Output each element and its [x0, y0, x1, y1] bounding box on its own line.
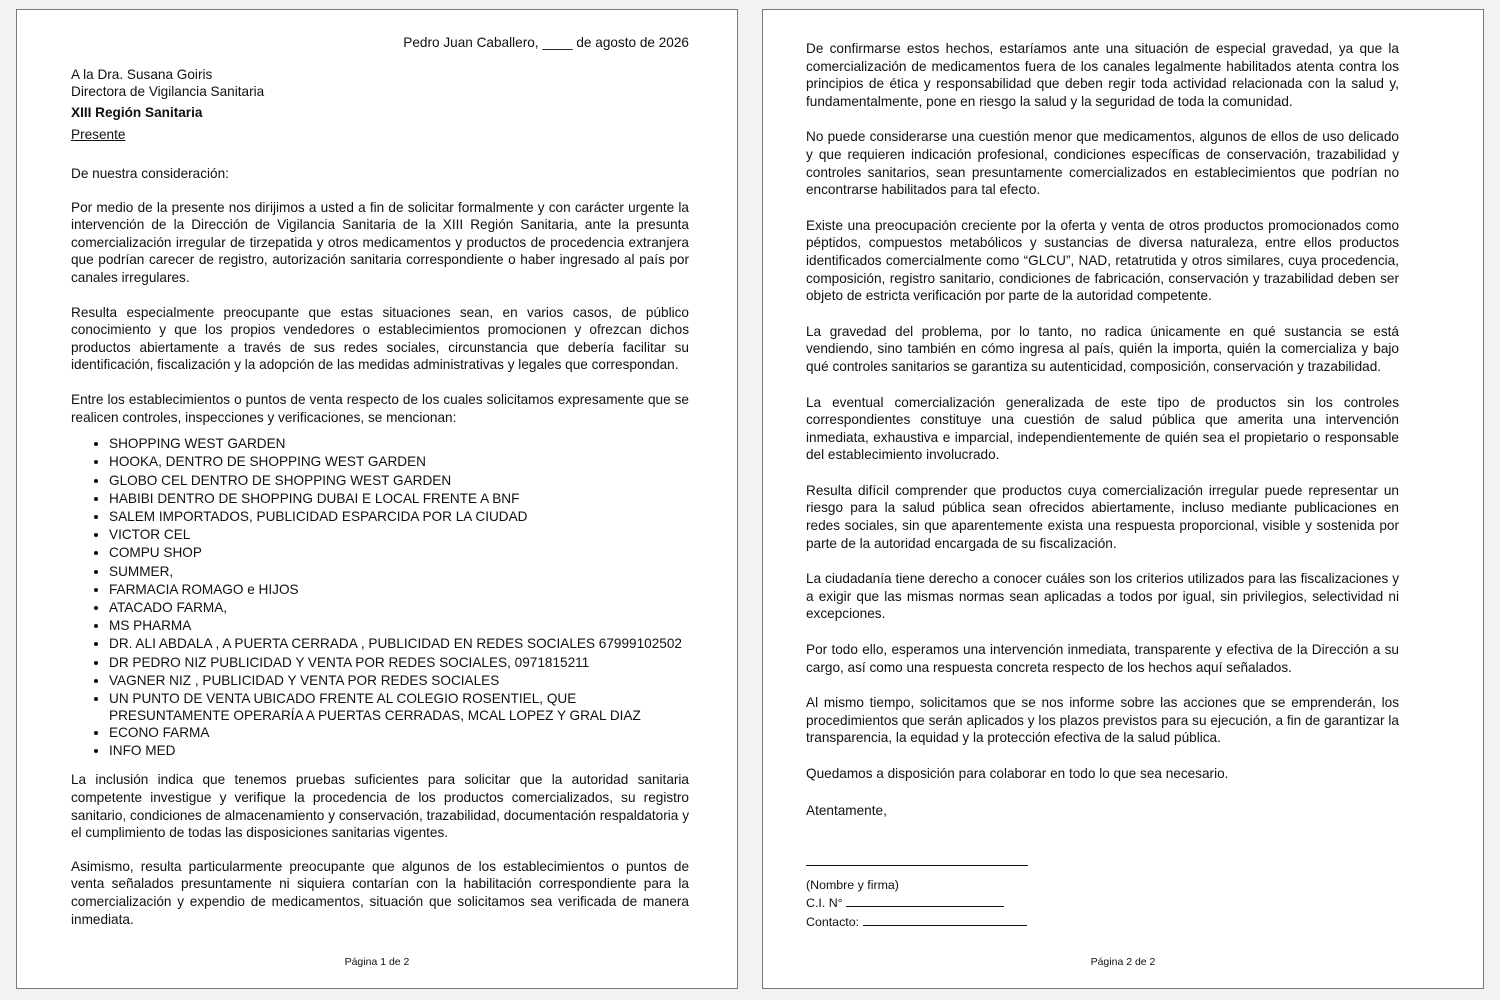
list-item: • DR PEDRO NIZ PUBLICIDAD Y VENTA POR REDES SOCIALES, 0971815211 [109, 654, 689, 672]
ci-label: C.I. N° [806, 896, 843, 911]
contact-blank-line [863, 913, 1027, 926]
paragraph: La gravedad del problema, por lo tanto, no radica únicamente en qué sustancia se está vendiendo, sino también en cómo ingresa al país, quién la importa, quién la comercializa y bajo qué controles sanitarios se garantiza su autenticidad, composición, conservación y trazabilidad. [806, 323, 1399, 374]
ci-blank-line [846, 894, 1004, 907]
list-item: • SALEM IMPORTADOS, PUBLICIDAD ESPARCIDA POR LA CIUDAD [109, 508, 689, 526]
letter-page-2 [762, 9, 1484, 989]
paragraph: Al mismo tiempo, solicitamos que se nos informe sobre las acciones que se emprenderán, los procedimientos que serán aplicados y los plazos previstos para su ejecución, a fin de garantizar la transparencia, la equidad y la protección efectiva de la salud pública. [806, 695, 1399, 746]
paragraph: De confirmarse estos hechos, estaríamos ante una situación de especial gravedad, ya que la comercialización de medicamentos fuera de los canales legalmente habilitados atenta contra los principios de ética y responsabilidad que deben regir toda actividad relacionada con la salud y, fundamentalmente, pone en riesgo la salud y la seguridad de toda la comunidad. [806, 41, 1399, 109]
presente-label: Presente [71, 127, 126, 143]
paragraph: La inclusión indica que tenemos pruebas suficientes para solicitar que la autoridad sanitaria competente investigue y verifique la procedencia de los productos comercializados, su registro sanitario, condiciones de almacenamiento y conservación, trazabilidad, documentación respaldatoria y el cumplimiento de todas las disposiciones sanitarias vigentes. [71, 772, 689, 841]
list-item: • ATACADO FARMA, [109, 599, 689, 617]
paragraph: Por todo ello, esperamos una intervención inmediata, transparente y efectiva de la Dirección a su cargo, así como una respuesta concreta respecto de los hechos aquí señalados. [806, 642, 1399, 675]
contact-label: Contacto: [806, 914, 860, 929]
letter-page-1 [16, 9, 738, 989]
page-2-content [806, 40, 1399, 931]
list-item: • VAGNER NIZ , PUBLICIDAD Y VENTA POR REDES SOCIALES [109, 672, 689, 690]
greeting: De nuestra consideración: [71, 165, 229, 181]
list-item: • INFO MED [109, 742, 689, 760]
paragraph: La ciudadanía tiene derecho a conocer cuáles son los criterios utilizados para las fiscalizaciones y a exigir que las mismas normas sean aplicadas a todos por igual, sin privilegios, selectividad ni excepciones. [806, 571, 1399, 622]
page-1-content [71, 34, 689, 928]
paragraph: Entre los establecimientos o puntos de venta respecto de los cuales solicitamos expresamente que se realicen controles, inspecciones y verificaciones, se mencionan: [71, 391, 689, 425]
signature-line [806, 864, 1028, 866]
list-item: • SHOPPING WEST GARDEN [109, 435, 689, 453]
list-item: • VICTOR CEL [109, 526, 689, 544]
list-item: • ECONO FARMA [109, 724, 689, 742]
paragraph: Resulta especialmente preocupante que estas situaciones sean, en varios casos, de público conocimiento y que los propios vendedores o establecimientos promocionen y ofrezcan dichos productos abiertamente a través de sus redes sociales, circunstancia que debería facilitar su identificación, fiscalización y la adopción de las medidas administrativas y legales que correspondan. [71, 304, 689, 373]
date-line: Pedro Juan Caballero, ____ de agosto de 2026 [403, 35, 689, 50]
list-item: • DR. ALI ABDALA , A PUERTA CERRADA , PUBLICIDAD EN REDES SOCIALES 67999102502 [109, 635, 689, 653]
paragraph: Por medio de la presente nos dirijimos a usted a fin de solicitar formalmente y con carácter urgente la intervención de la Dirección de Vigilancia Sanitaria de la XIII Región Sanitaria, ante la presunta comercialización irregular de tirzepatida y otros medicamentos y productos de procedencia extranjera que podrían carecer de registro, autorización sanitaria correspondiente o haber ingresado al país por canales irregulares. [71, 199, 689, 285]
recipient-institution: XIII Región Sanitaria [71, 104, 203, 120]
signature-name-label: (Nombre y firma) [806, 877, 899, 892]
list-item: • COMPU SHOP [109, 544, 689, 562]
paragraph: Resulta difícil comprender que productos cuya comercialización irregular puede representar un riesgo para la salud pública sean ofrecidos abiertamente, incluso mediante publicaciones en redes sociales, sin que aparentemente exista una respuesta proporcional, visible y sostenida por parte de la autoridad encargada de su fiscalización. [806, 482, 1399, 551]
list-item: • HABIBI DENTRO DE SHOPPING DUBAI E LOCAL FRENTE A BNF [109, 490, 689, 508]
contact-row [806, 913, 1399, 932]
ci-row [806, 894, 1399, 913]
establishment-list [71, 435, 689, 760]
recipient-name: A la Dra. Susana Goiris [71, 66, 213, 82]
paragraph: Existe una preocupación creciente por la oferta y venta de otros productos promocionados como péptidos, compuestos metabólicos y sustancias de diversa naturaleza, entre ellos productos identificados comercialmente como “GLCU”, NAD, retatrutida y otros similares, cuya procedencia, composición, registro sanitario, condiciones de fabricación, conservación y trazabilidad deben ser objeto de estricta verificación por parte de la autoridad competente. [806, 217, 1399, 304]
page-number: Página 2 de 2 [1090, 956, 1156, 968]
list-item: • MS PHARMA [109, 617, 689, 635]
list-item: • FARMACIA ROMAGO e HIJOS [109, 581, 689, 599]
signature-block [806, 853, 1399, 931]
list-item: • SUMMER, [109, 563, 689, 581]
recipient-position: Directora de Vigilancia Sanitaria [71, 84, 265, 100]
paragraph: La eventual comercialización generalizada de este tipo de productos sin los controles correspondientes constituye una cuestión de salud pública que amerita una intervención inmediata, exhaustiva e imparcial, independientemente de quién sea el propietario o responsable del establecimiento involucrado. [806, 394, 1399, 463]
list-item: • HOOKA, DENTRO DE SHOPPING WEST GARDEN [109, 453, 689, 471]
paragraph: No puede considerarse una cuestión menor que medicamentos, algunos de ellos de uso delicado y que requieren indicación profesional, condiciones específicas de conservación, trazabilidad y controles sanitarios, sean presuntamente comercializados en establecimientos que podrían no encontrarse habilitados para tal efecto. [806, 129, 1399, 198]
page-number: Página 1 de 2 [344, 956, 410, 968]
paragraph: Quedamos a disposición para colaborar en todo lo que sea necesario. [806, 766, 1229, 781]
list-item: • GLOBO CEL DENTRO DE SHOPPING WEST GARDEN [109, 472, 689, 490]
closing: Atentamente, [806, 802, 887, 818]
paragraph: Asimismo, resulta particularmente preocupante que algunos de los establecimientos o puntos de venta señalados presuntamente ni siquiera contarían con la habilitación correspondiente para la comercialización y expendio de medicamentos, situación que solicitamos sea verificada de manera inmediata. [71, 858, 689, 927]
list-item: • UN PUNTO DE VENTA UBICADO FRENTE AL COLEGIO ROSENTIEL, QUE PRESUNTAMENTE OPERARÍA A PUERTAS CERRADAS, MCAL LOPEZ Y GRAL DIAZ [109, 690, 689, 724]
